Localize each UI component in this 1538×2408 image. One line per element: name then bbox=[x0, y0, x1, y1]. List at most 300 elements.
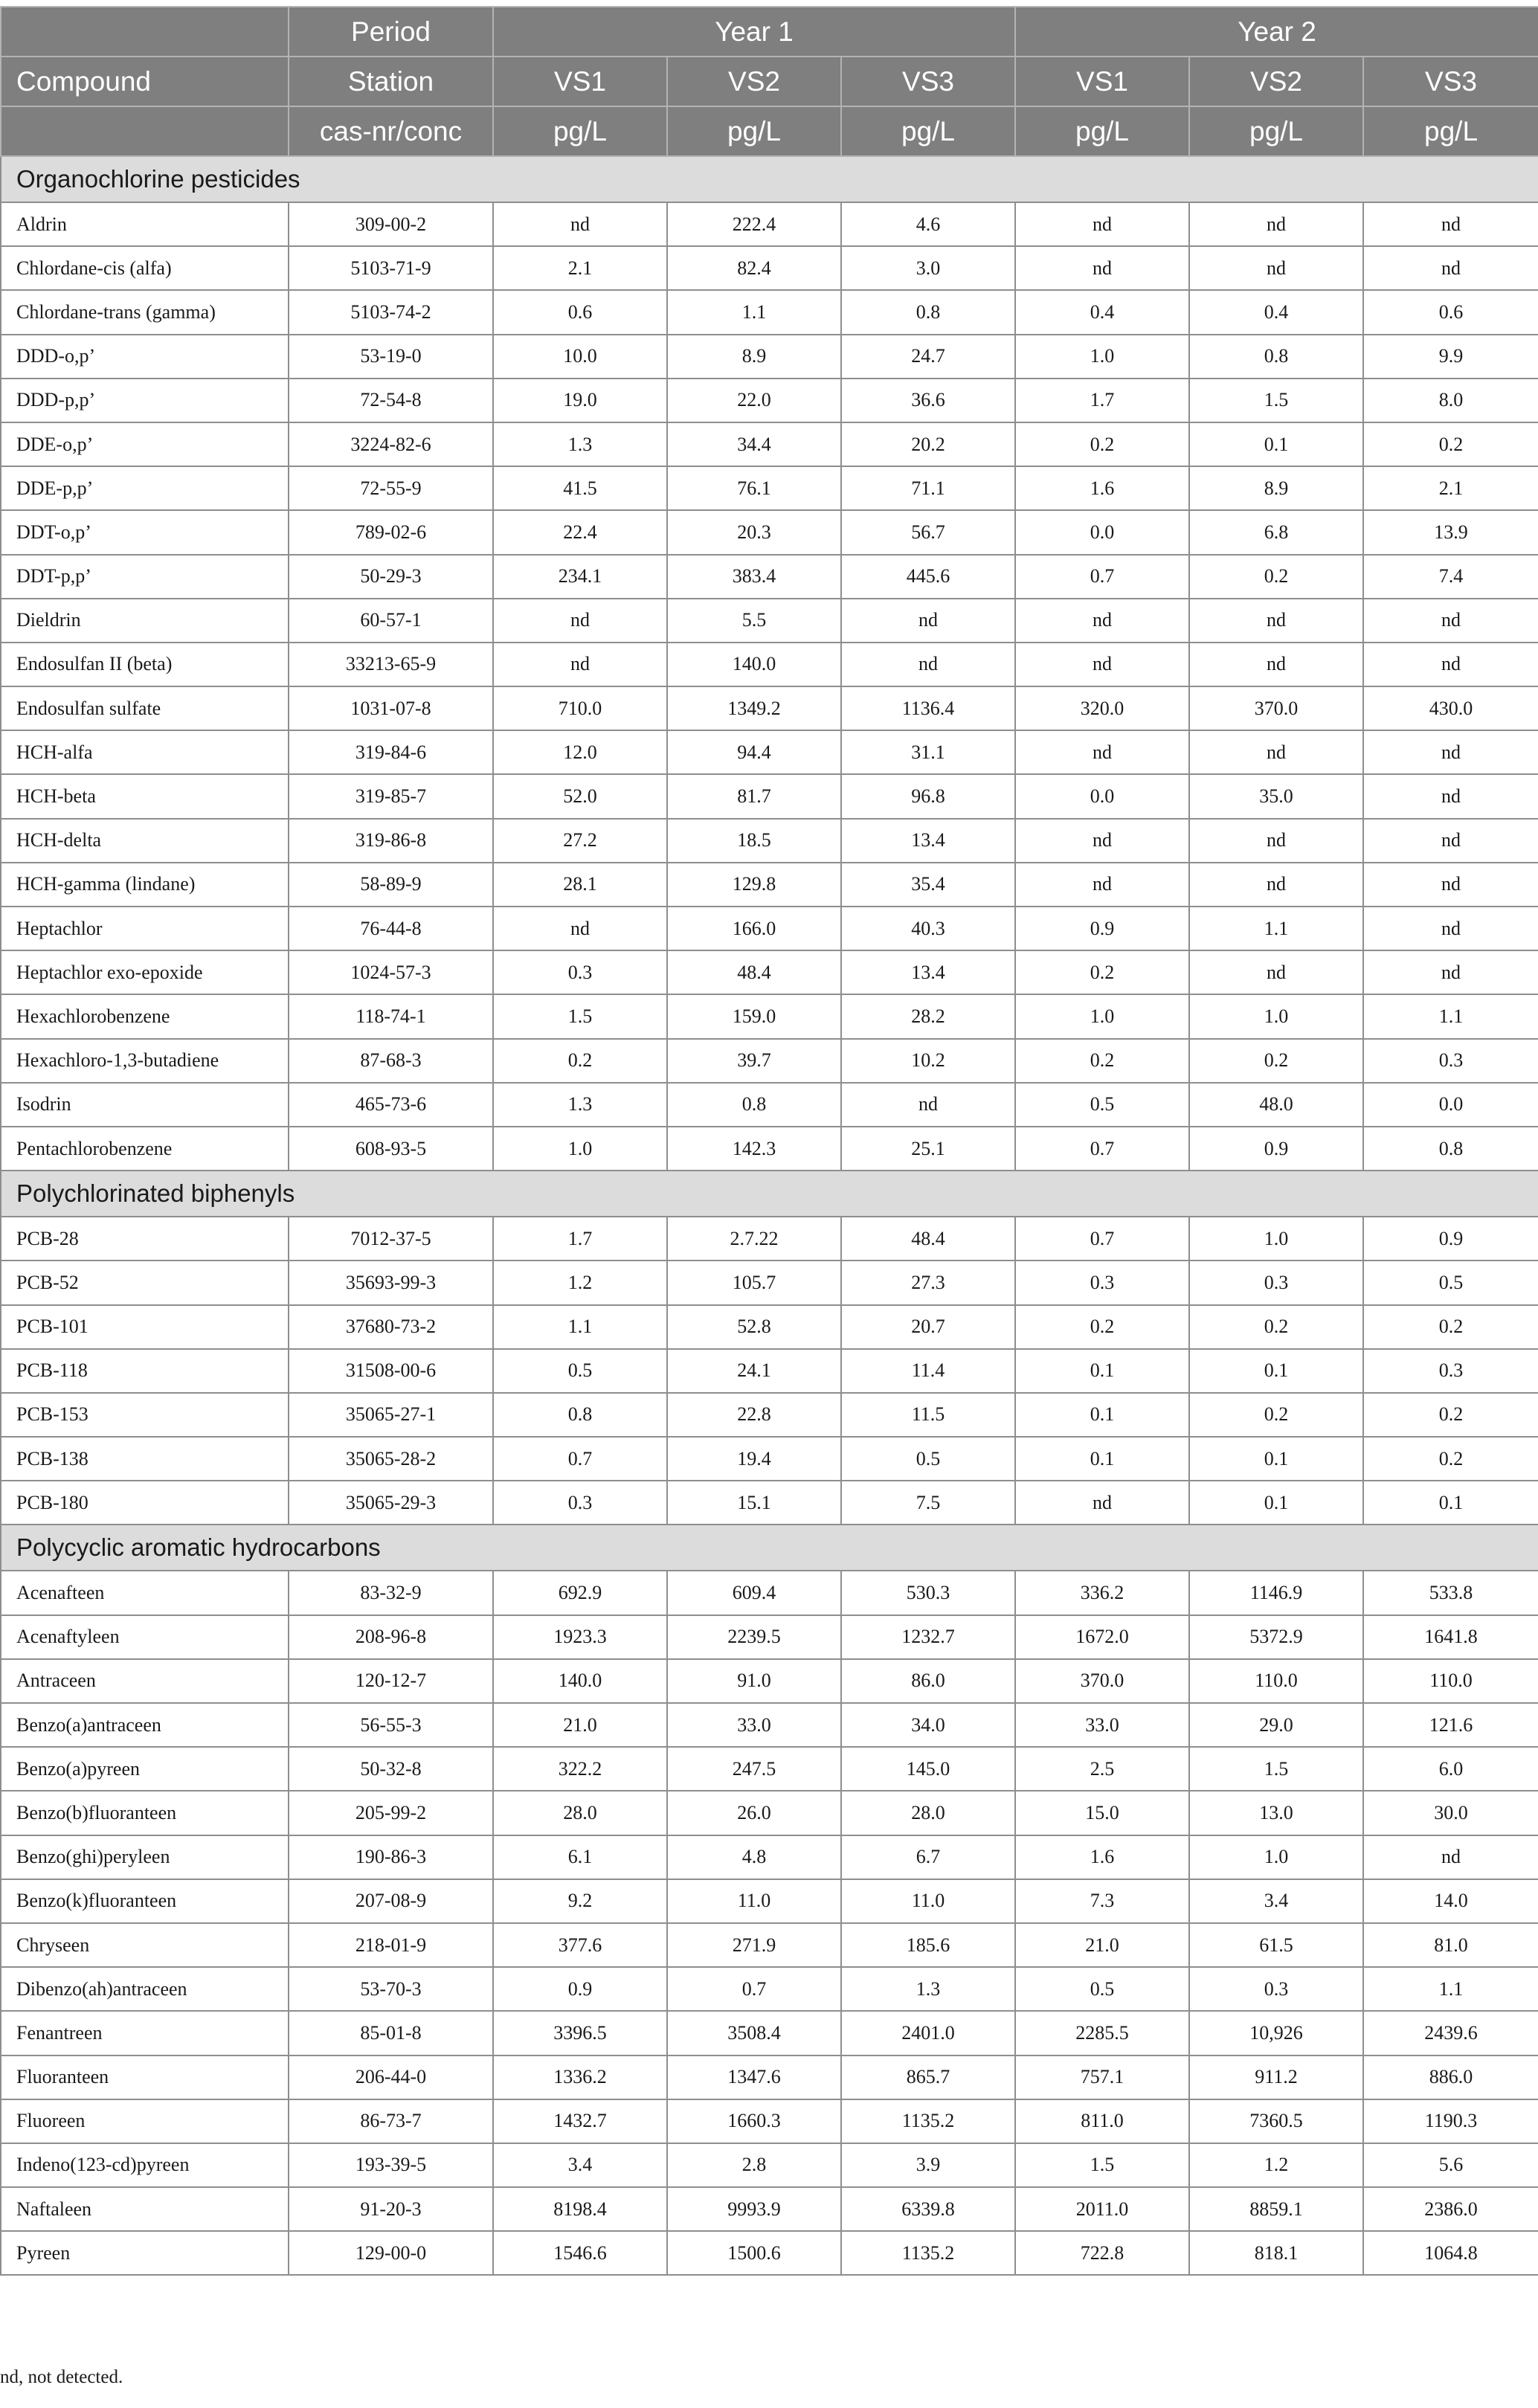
y2-vs3-value: 886.0 bbox=[1363, 2056, 1538, 2099]
compound-name: Heptachlor bbox=[1, 907, 289, 950]
cas-number: 5103-71-9 bbox=[289, 246, 493, 290]
table-row bbox=[1, 774, 1538, 818]
y1-vs3-value: nd bbox=[841, 643, 1015, 686]
table-row bbox=[1, 2099, 1538, 2143]
cas-number: 76-44-8 bbox=[289, 907, 493, 950]
table-row bbox=[1, 1615, 1538, 1659]
y2-vs3-value: nd bbox=[1363, 774, 1538, 818]
y1-vs3-value: 11.5 bbox=[841, 1393, 1015, 1437]
y1-vs1-value: 8198.4 bbox=[493, 2187, 667, 2231]
y1-vs1-value: 0.9 bbox=[493, 1967, 667, 2011]
compound-name: DDT-p,p’ bbox=[1, 555, 289, 599]
y2-vs1-value: 7.3 bbox=[1015, 1879, 1189, 1923]
cas-number: 50-32-8 bbox=[289, 1747, 493, 1791]
table-row bbox=[1, 1083, 1538, 1127]
y2-vs1-value: nd bbox=[1015, 643, 1189, 686]
y2-vs2-value: 3.4 bbox=[1189, 1879, 1363, 1923]
y1-vs2-value: 4.8 bbox=[667, 1835, 841, 1879]
y2-vs3-value: 0.1 bbox=[1363, 1481, 1538, 1525]
compound-name: DDE-p,p’ bbox=[1, 466, 289, 510]
compound-name: Isodrin bbox=[1, 1083, 289, 1127]
table-row bbox=[1, 1835, 1538, 1879]
y1-vs1-value: nd bbox=[493, 643, 667, 686]
y1-vs3-value: 56.7 bbox=[841, 510, 1015, 554]
table-row bbox=[1, 1481, 1538, 1525]
y2-vs3-value: 533.8 bbox=[1363, 1571, 1538, 1615]
y1-vs3-value: 4.6 bbox=[841, 202, 1015, 246]
cas-number: 789-02-6 bbox=[289, 510, 493, 554]
section-title: Organochlorine pesticides bbox=[1, 156, 1538, 202]
y1-vs3-value: 185.6 bbox=[841, 1923, 1015, 1967]
y1-vs1-value: nd bbox=[493, 202, 667, 246]
cas-number: 129-00-0 bbox=[289, 2231, 493, 2275]
y1-vs1-value: 0.3 bbox=[493, 950, 667, 994]
y2-vs3-value: 2386.0 bbox=[1363, 2187, 1538, 2231]
y2-vs1-value: 0.2 bbox=[1015, 422, 1189, 466]
y1-vs3-value: 1135.2 bbox=[841, 2099, 1015, 2143]
y1-vs2-value: 247.5 bbox=[667, 1747, 841, 1791]
y2-vs1-value: 21.0 bbox=[1015, 1923, 1189, 1967]
table-body bbox=[1, 156, 1538, 2275]
y1-vs1-value: 1.2 bbox=[493, 1261, 667, 1304]
cas-number: 207-08-9 bbox=[289, 1879, 493, 1923]
y2-vs2-value: 8859.1 bbox=[1189, 2187, 1363, 2231]
y1-vs1-value: 2.1 bbox=[493, 246, 667, 290]
y1-vs1-value: 28.0 bbox=[493, 1791, 667, 1835]
y2-vs2-value: 1.2 bbox=[1189, 2143, 1363, 2187]
y1-vs3-value: nd bbox=[841, 1083, 1015, 1127]
table-row bbox=[1, 643, 1538, 686]
compound-name: Hexachloro-1,3-butadiene bbox=[1, 1039, 289, 1083]
y1-vs2-value: 166.0 bbox=[667, 907, 841, 950]
cas-number: 37680-73-2 bbox=[289, 1305, 493, 1349]
y1-vs1-value: 28.1 bbox=[493, 863, 667, 907]
y1-vs3-value: 13.4 bbox=[841, 950, 1015, 994]
y1-vs2-value: 1349.2 bbox=[667, 686, 841, 730]
compound-name: PCB-52 bbox=[1, 1261, 289, 1304]
y1-vs1-value: 10.0 bbox=[493, 335, 667, 379]
y1-vs3-value: 13.4 bbox=[841, 819, 1015, 863]
y1-vs1-value: 41.5 bbox=[493, 466, 667, 510]
y2-vs3-value: nd bbox=[1363, 246, 1538, 290]
y2-vs1-value: 1.0 bbox=[1015, 335, 1189, 379]
compound-name: HCH-delta bbox=[1, 819, 289, 863]
table-row bbox=[1, 290, 1538, 334]
y2-vs1-value: 1.0 bbox=[1015, 994, 1189, 1038]
y2-vs2-value: 1.5 bbox=[1189, 1747, 1363, 1791]
table-row bbox=[1, 2143, 1538, 2187]
y2-vs2-value: 0.2 bbox=[1189, 1393, 1363, 1437]
y2-vs3-value: nd bbox=[1363, 1835, 1538, 1879]
y1-vs2-value: 9993.9 bbox=[667, 2187, 841, 2231]
y1-vs2-value: 81.7 bbox=[667, 774, 841, 818]
y1-vs2-value: 5.5 bbox=[667, 599, 841, 643]
y2-vs2-value: 6.8 bbox=[1189, 510, 1363, 554]
y2-vs1-value: nd bbox=[1015, 246, 1189, 290]
compound-name: Heptachlor exo-epoxide bbox=[1, 950, 289, 994]
y2-vs3-value: 2.1 bbox=[1363, 466, 1538, 510]
y1-vs1-value: nd bbox=[493, 599, 667, 643]
y1-vs2-value: 20.3 bbox=[667, 510, 841, 554]
cas-number: 205-99-2 bbox=[289, 1791, 493, 1835]
y2-vs1-value: 1.6 bbox=[1015, 466, 1189, 510]
y1-vs1-value: 1.0 bbox=[493, 1127, 667, 1171]
table-row bbox=[1, 1217, 1538, 1261]
header-compound: Compound bbox=[1, 57, 289, 106]
table-header bbox=[1, 7, 1538, 156]
y2-vs1-value: 2.5 bbox=[1015, 1747, 1189, 1791]
y1-vs1-value: 1.3 bbox=[493, 1083, 667, 1127]
y2-vs2-value: 8.9 bbox=[1189, 466, 1363, 510]
y2-vs2-value: 0.2 bbox=[1189, 1305, 1363, 1349]
y2-vs3-value: nd bbox=[1363, 730, 1538, 774]
y2-vs3-value: 0.2 bbox=[1363, 422, 1538, 466]
y2-vs1-value: 33.0 bbox=[1015, 1703, 1189, 1747]
table-row bbox=[1, 1879, 1538, 1923]
y2-vs2-value: 0.3 bbox=[1189, 1967, 1363, 2011]
compound-name: Chlordane-trans (gamma) bbox=[1, 290, 289, 334]
y2-vs1-value: 0.7 bbox=[1015, 555, 1189, 599]
y2-vs2-value: 0.9 bbox=[1189, 1127, 1363, 1171]
section-row bbox=[1, 1171, 1538, 1217]
header-unit: pg/L bbox=[1189, 106, 1363, 156]
y1-vs1-value: 1.1 bbox=[493, 1305, 667, 1349]
cas-number: 72-54-8 bbox=[289, 379, 493, 422]
y2-vs1-value: 0.0 bbox=[1015, 510, 1189, 554]
y2-vs1-value: nd bbox=[1015, 1481, 1189, 1525]
compound-name: DDD-p,p’ bbox=[1, 379, 289, 422]
y1-vs3-value: 1.3 bbox=[841, 1967, 1015, 2011]
table-row bbox=[1, 1127, 1538, 1171]
cas-number: 33213-65-9 bbox=[289, 643, 493, 686]
y1-vs2-value: 22.8 bbox=[667, 1393, 841, 1437]
y2-vs1-value: 2285.5 bbox=[1015, 2011, 1189, 2055]
header-y2-vs1: VS1 bbox=[1015, 57, 1189, 106]
cas-number: 206-44-0 bbox=[289, 2056, 493, 2099]
y2-vs2-value: 61.5 bbox=[1189, 1923, 1363, 1967]
y1-vs3-value: 1232.7 bbox=[841, 1615, 1015, 1659]
y1-vs3-value: 86.0 bbox=[841, 1659, 1015, 1703]
y1-vs1-value: 0.2 bbox=[493, 1039, 667, 1083]
cas-number: 3224-82-6 bbox=[289, 422, 493, 466]
compound-name: DDD-o,p’ bbox=[1, 335, 289, 379]
y2-vs2-value: 5372.9 bbox=[1189, 1615, 1363, 1659]
section-title: Polycyclic aromatic hydrocarbons bbox=[1, 1525, 1538, 1571]
y1-vs2-value: 609.4 bbox=[667, 1571, 841, 1615]
y2-vs2-value: 0.4 bbox=[1189, 290, 1363, 334]
y2-vs3-value: 0.5 bbox=[1363, 1261, 1538, 1304]
y2-vs1-value: 320.0 bbox=[1015, 686, 1189, 730]
table-row bbox=[1, 1703, 1538, 1747]
section-title: Polychlorinated biphenyls bbox=[1, 1171, 1538, 1217]
y1-vs3-value: 40.3 bbox=[841, 907, 1015, 950]
y2-vs1-value: 0.0 bbox=[1015, 774, 1189, 818]
compound-name: HCH-gamma (lindane) bbox=[1, 863, 289, 907]
y1-vs3-value: 11.0 bbox=[841, 1879, 1015, 1923]
table-row bbox=[1, 1349, 1538, 1393]
y1-vs2-value: 105.7 bbox=[667, 1261, 841, 1304]
y1-vs3-value: 530.3 bbox=[841, 1571, 1015, 1615]
y1-vs1-value: 1336.2 bbox=[493, 2056, 667, 2099]
y2-vs2-value: 1.0 bbox=[1189, 1835, 1363, 1879]
y1-vs2-value: 159.0 bbox=[667, 994, 841, 1038]
y2-vs1-value: 0.1 bbox=[1015, 1349, 1189, 1393]
y1-vs3-value: 0.8 bbox=[841, 290, 1015, 334]
y2-vs2-value: 110.0 bbox=[1189, 1659, 1363, 1703]
y1-vs1-value: 322.2 bbox=[493, 1747, 667, 1791]
y1-vs3-value: 445.6 bbox=[841, 555, 1015, 599]
y1-vs2-value: 1347.6 bbox=[667, 2056, 841, 2099]
y2-vs2-value: 0.1 bbox=[1189, 1349, 1363, 1393]
y1-vs2-value: 15.1 bbox=[667, 1481, 841, 1525]
y1-vs3-value: 3.0 bbox=[841, 246, 1015, 290]
y1-vs2-value: 39.7 bbox=[667, 1039, 841, 1083]
table-row bbox=[1, 730, 1538, 774]
y1-vs1-value: 1.3 bbox=[493, 422, 667, 466]
compound-name: PCB-28 bbox=[1, 1217, 289, 1261]
table-row bbox=[1, 863, 1538, 907]
table-row bbox=[1, 2056, 1538, 2099]
y1-vs2-value: 0.8 bbox=[667, 1083, 841, 1127]
table-row bbox=[1, 1659, 1538, 1703]
y1-vs3-value: 865.7 bbox=[841, 2056, 1015, 2099]
y1-vs3-value: 20.7 bbox=[841, 1305, 1015, 1349]
compound-name: PCB-118 bbox=[1, 1349, 289, 1393]
y1-vs3-value: 31.1 bbox=[841, 730, 1015, 774]
y1-vs2-value: 142.3 bbox=[667, 1127, 841, 1171]
y1-vs2-value: 11.0 bbox=[667, 1879, 841, 1923]
cas-number: 86-73-7 bbox=[289, 2099, 493, 2143]
table-row bbox=[1, 246, 1538, 290]
y1-vs1-value: 9.2 bbox=[493, 1879, 667, 1923]
y2-vs1-value: 15.0 bbox=[1015, 1791, 1189, 1835]
compound-name: HCH-alfa bbox=[1, 730, 289, 774]
y1-vs3-value: 20.2 bbox=[841, 422, 1015, 466]
y2-vs1-value: 370.0 bbox=[1015, 1659, 1189, 1703]
y2-vs1-value: nd bbox=[1015, 863, 1189, 907]
y2-vs1-value: 0.2 bbox=[1015, 1305, 1189, 1349]
y2-vs3-value: 430.0 bbox=[1363, 686, 1538, 730]
y2-vs2-value: 1.0 bbox=[1189, 1217, 1363, 1261]
compound-name: Hexachlorobenzene bbox=[1, 994, 289, 1038]
header-blank-cell bbox=[1, 7, 289, 57]
y1-vs3-value: 6339.8 bbox=[841, 2187, 1015, 2231]
y1-vs3-value: 1135.2 bbox=[841, 2231, 1015, 2275]
cas-number: 465-73-6 bbox=[289, 1083, 493, 1127]
y1-vs2-value: 0.7 bbox=[667, 1967, 841, 2011]
cas-number: 87-68-3 bbox=[289, 1039, 493, 1083]
y2-vs2-value: nd bbox=[1189, 819, 1363, 863]
y2-vs2-value: 13.0 bbox=[1189, 1791, 1363, 1835]
cas-number: 7012-37-5 bbox=[289, 1217, 493, 1261]
compound-name: DDE-o,p’ bbox=[1, 422, 289, 466]
cas-number: 53-70-3 bbox=[289, 1967, 493, 2011]
y1-vs1-value: 12.0 bbox=[493, 730, 667, 774]
compound-name: PCB-153 bbox=[1, 1393, 289, 1437]
y1-vs2-value: 94.4 bbox=[667, 730, 841, 774]
y1-vs1-value: 19.0 bbox=[493, 379, 667, 422]
y1-vs1-value: 22.4 bbox=[493, 510, 667, 554]
compound-name: Dieldrin bbox=[1, 599, 289, 643]
compound-name: PCB-138 bbox=[1, 1437, 289, 1481]
y2-vs3-value: 0.2 bbox=[1363, 1305, 1538, 1349]
y2-vs2-value: 0.3 bbox=[1189, 1261, 1363, 1304]
y1-vs2-value: 140.0 bbox=[667, 643, 841, 686]
compound-name: Benzo(ghi)peryleen bbox=[1, 1835, 289, 1879]
cas-number: 53-19-0 bbox=[289, 335, 493, 379]
y1-vs2-value: 1660.3 bbox=[667, 2099, 841, 2143]
table-row bbox=[1, 1791, 1538, 1835]
cas-number: 208-96-8 bbox=[289, 1615, 493, 1659]
y2-vs2-value: 48.0 bbox=[1189, 1083, 1363, 1127]
table-row bbox=[1, 466, 1538, 510]
cas-number: 319-85-7 bbox=[289, 774, 493, 818]
compound-name: Acenaftyleen bbox=[1, 1615, 289, 1659]
table-row bbox=[1, 1261, 1538, 1304]
y1-vs2-value: 33.0 bbox=[667, 1703, 841, 1747]
compound-name: Indeno(123-cd)pyreen bbox=[1, 2143, 289, 2187]
y1-vs2-value: 222.4 bbox=[667, 202, 841, 246]
header-year1: Year 1 bbox=[493, 7, 1015, 57]
y2-vs3-value: 6.0 bbox=[1363, 1747, 1538, 1791]
y2-vs3-value: nd bbox=[1363, 863, 1538, 907]
y1-vs1-value: nd bbox=[493, 907, 667, 950]
compound-name: Naftaleen bbox=[1, 2187, 289, 2231]
y1-vs1-value: 3.4 bbox=[493, 2143, 667, 2187]
compound-name: Aldrin bbox=[1, 202, 289, 246]
y2-vs1-value: 0.2 bbox=[1015, 1039, 1189, 1083]
header-row-period bbox=[1, 7, 1538, 57]
header-period-label: Period bbox=[289, 7, 493, 57]
y2-vs1-value: 1.7 bbox=[1015, 379, 1189, 422]
y2-vs1-value: 0.7 bbox=[1015, 1217, 1189, 1261]
cas-number: 35065-29-3 bbox=[289, 1481, 493, 1525]
table-row bbox=[1, 1923, 1538, 1967]
y2-vs2-value: 35.0 bbox=[1189, 774, 1363, 818]
y2-vs1-value: 757.1 bbox=[1015, 2056, 1189, 2099]
cas-number: 193-39-5 bbox=[289, 2143, 493, 2187]
y2-vs3-value: 9.9 bbox=[1363, 335, 1538, 379]
concentration-table bbox=[0, 6, 1538, 2276]
y2-vs2-value: 1146.9 bbox=[1189, 1571, 1363, 1615]
y1-vs2-value: 383.4 bbox=[667, 555, 841, 599]
table-row bbox=[1, 994, 1538, 1038]
table-row bbox=[1, 202, 1538, 246]
y1-vs2-value: 48.4 bbox=[667, 950, 841, 994]
footnote: nd, not detected. bbox=[0, 2367, 123, 2387]
compound-name: HCH-beta bbox=[1, 774, 289, 818]
y1-vs2-value: 82.4 bbox=[667, 246, 841, 290]
y2-vs2-value: 1.5 bbox=[1189, 379, 1363, 422]
cas-number: 58-89-9 bbox=[289, 863, 493, 907]
y1-vs1-value: 692.9 bbox=[493, 1571, 667, 1615]
y1-vs1-value: 27.2 bbox=[493, 819, 667, 863]
header-y2-vs3: VS3 bbox=[1363, 57, 1538, 106]
y1-vs3-value: 48.4 bbox=[841, 1217, 1015, 1261]
header-y1-vs2: VS2 bbox=[667, 57, 841, 106]
table-row bbox=[1, 510, 1538, 554]
compound-name: Antraceen bbox=[1, 1659, 289, 1703]
y2-vs1-value: 0.5 bbox=[1015, 1967, 1189, 2011]
y2-vs1-value: 1.5 bbox=[1015, 2143, 1189, 2187]
y2-vs1-value: 336.2 bbox=[1015, 1571, 1189, 1615]
y2-vs1-value: 722.8 bbox=[1015, 2231, 1189, 2275]
cas-number: 1024-57-3 bbox=[289, 950, 493, 994]
cas-number: 120-12-7 bbox=[289, 1659, 493, 1703]
y2-vs3-value: 5.6 bbox=[1363, 2143, 1538, 2187]
y2-vs1-value: 0.1 bbox=[1015, 1393, 1189, 1437]
compound-name: Dibenzo(ah)antraceen bbox=[1, 1967, 289, 2011]
table-row bbox=[1, 686, 1538, 730]
compound-name: Chlordane-cis (alfa) bbox=[1, 246, 289, 290]
header-unit: pg/L bbox=[841, 106, 1015, 156]
y1-vs2-value: 2.7.22 bbox=[667, 1217, 841, 1261]
table-row bbox=[1, 1967, 1538, 2011]
cas-number: 91-20-3 bbox=[289, 2187, 493, 2231]
y2-vs2-value: 370.0 bbox=[1189, 686, 1363, 730]
y1-vs1-value: 1.5 bbox=[493, 994, 667, 1038]
compound-name: Fluoranteen bbox=[1, 2056, 289, 2099]
y2-vs2-value: 7360.5 bbox=[1189, 2099, 1363, 2143]
y1-vs1-value: 0.7 bbox=[493, 1437, 667, 1481]
y2-vs3-value: 0.2 bbox=[1363, 1393, 1538, 1437]
y1-vs1-value: 1432.7 bbox=[493, 2099, 667, 2143]
y1-vs1-value: 1.7 bbox=[493, 1217, 667, 1261]
y2-vs1-value: 0.7 bbox=[1015, 1127, 1189, 1171]
table-row bbox=[1, 907, 1538, 950]
y1-vs2-value: 19.4 bbox=[667, 1437, 841, 1481]
y1-vs1-value: 377.6 bbox=[493, 1923, 667, 1967]
y1-vs3-value: 35.4 bbox=[841, 863, 1015, 907]
y1-vs1-value: 140.0 bbox=[493, 1659, 667, 1703]
compound-name: Endosulfan sulfate bbox=[1, 686, 289, 730]
y2-vs1-value: 0.2 bbox=[1015, 950, 1189, 994]
y2-vs3-value: 121.6 bbox=[1363, 1703, 1538, 1747]
y2-vs2-value: nd bbox=[1189, 246, 1363, 290]
table-row bbox=[1, 422, 1538, 466]
y2-vs3-value: nd bbox=[1363, 907, 1538, 950]
table-row bbox=[1, 2187, 1538, 2231]
table-row bbox=[1, 819, 1538, 863]
y2-vs3-value: 1064.8 bbox=[1363, 2231, 1538, 2275]
header-y2-vs2: VS2 bbox=[1189, 57, 1363, 106]
y2-vs3-value: 7.4 bbox=[1363, 555, 1538, 599]
y1-vs2-value: 3508.4 bbox=[667, 2011, 841, 2055]
table-row bbox=[1, 1039, 1538, 1083]
y1-vs3-value: nd bbox=[841, 599, 1015, 643]
table-row bbox=[1, 599, 1538, 643]
cas-number: 72-55-9 bbox=[289, 466, 493, 510]
table-row bbox=[1, 1305, 1538, 1349]
y1-vs1-value: 21.0 bbox=[493, 1703, 667, 1747]
y1-vs1-value: 0.3 bbox=[493, 1481, 667, 1525]
cas-number: 1031-07-8 bbox=[289, 686, 493, 730]
y1-vs3-value: 10.2 bbox=[841, 1039, 1015, 1083]
y1-vs3-value: 11.4 bbox=[841, 1349, 1015, 1393]
y1-vs1-value: 0.6 bbox=[493, 290, 667, 334]
y1-vs1-value: 3396.5 bbox=[493, 2011, 667, 2055]
cas-number: 190-86-3 bbox=[289, 1835, 493, 1879]
y2-vs2-value: 818.1 bbox=[1189, 2231, 1363, 2275]
y1-vs2-value: 26.0 bbox=[667, 1791, 841, 1835]
compound-name: PCB-101 bbox=[1, 1305, 289, 1349]
y1-vs3-value: 71.1 bbox=[841, 466, 1015, 510]
y1-vs2-value: 271.9 bbox=[667, 1923, 841, 1967]
y1-vs3-value: 27.3 bbox=[841, 1261, 1015, 1304]
cas-number: 5103-74-2 bbox=[289, 290, 493, 334]
compound-name: Pyreen bbox=[1, 2231, 289, 2275]
y1-vs2-value: 18.5 bbox=[667, 819, 841, 863]
